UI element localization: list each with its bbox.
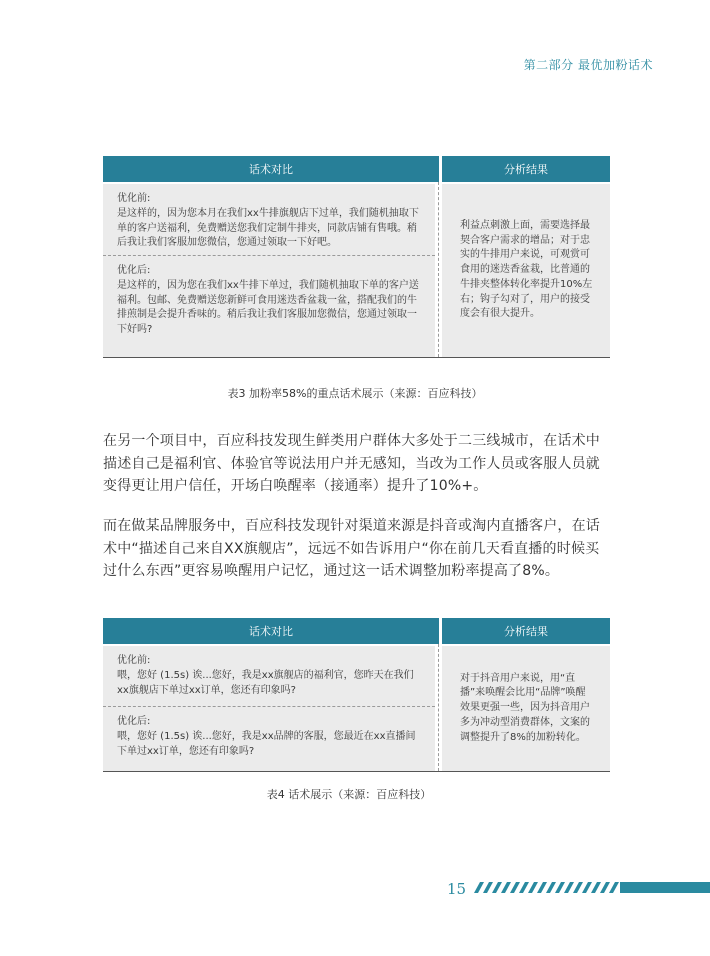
column-header-analysis: 分析结果 (442, 156, 610, 182)
analysis-cell (442, 184, 610, 357)
analysis-text: 利益点刺激上面，需要选择最契合客户需求的增品；对于忠实的牛排用户来说，可观赏可食用的迷迭香盆栽，比普通的牛排夹整体转化率提升10%左右；钩子勾对了，用户的接受度会有很大提升。 (460, 219, 593, 320)
stripe (501, 882, 511, 893)
table-header (103, 618, 610, 644)
footer-stripes-icon (470, 882, 710, 896)
stripe (573, 882, 583, 893)
table-body (103, 182, 610, 357)
before-label: 优化前: (117, 655, 151, 666)
stripe (600, 882, 610, 893)
stripe (492, 882, 502, 893)
after-label: 优化后: (117, 716, 151, 727)
column-header-analysis: 分析结果 (442, 618, 610, 644)
stripe (537, 882, 547, 893)
before-cell (103, 184, 435, 255)
column-header-comparison: 话术对比 (103, 618, 439, 644)
table-4-caption: 表4 话术展示（来源：百应科技） (266, 788, 432, 801)
stripe (591, 882, 601, 893)
stripe (474, 882, 484, 893)
stripe (582, 882, 592, 893)
stripe (510, 882, 520, 893)
table-header (103, 156, 610, 182)
table-3 (103, 156, 610, 358)
table-3-caption: 表3 加粉率58%的重点话术展示（来源：百应科技） (227, 387, 483, 400)
footer-bar (620, 882, 710, 893)
before-cell (103, 646, 435, 706)
stripe (483, 882, 493, 893)
after-label: 优化后: (117, 265, 151, 276)
analysis-cell (442, 646, 610, 771)
page-number: 15 (447, 880, 467, 898)
stripe (546, 882, 556, 893)
stripe (528, 882, 538, 893)
stripe (555, 882, 565, 893)
table-body (103, 644, 610, 771)
stripe (519, 882, 529, 893)
after-cell (103, 706, 435, 771)
paragraph-2: 而在做某品牌服务中，百应科技发现针对渠道来源是抖音或淘内直播客户，在话术中“描述自己来自XX旗舰店”，远远不如告诉用户“你在前几天看直播的时候买过什么东西”更容易唤醒用户记忆，通过这一话术调整加粉率提高了8%。 (103, 518, 600, 579)
before-text: 是这样的，因为您本月在我们xx牛排旗舰店下过单，我们随机抽取下单的客户送福利，免费赠送您我们定制牛排夹，同款店铺有售哦。稍后我让我们客服加您微信，您通过领取一下好吧。 (117, 207, 419, 249)
before-label: 优化前: (117, 193, 151, 204)
table-4 (103, 618, 610, 772)
analysis-text: 对于抖音用户来说，用“直播”来唤醒会比用“品牌”唤醒效果更强一些，因为抖音用户多为冲动型消费群体，文案的调整提升了8%的加粉转化。 (460, 672, 590, 743)
script-comparison-column (103, 644, 439, 771)
after-cell (103, 255, 435, 357)
section-header: 第二部分 最优加粉话术 (523, 58, 653, 72)
stripe (564, 882, 574, 893)
stripe (609, 882, 619, 893)
script-comparison-column (103, 182, 439, 357)
before-text: 喂，您好 (1.5s) 诶...您好，我是xx旗舰店的福利官，您昨天在我们xx旗舰店下单过xx订单，您还有印象吗? (117, 669, 414, 696)
after-text: 喂，您好 (1.5s) 诶...您好，我是xx品牌的客服，您最近在xx直播间下单过xx订单，您还有印象吗? (117, 730, 416, 757)
column-header-comparison: 话术对比 (103, 156, 439, 182)
paragraph-1: 在另一个项目中，百应科技发现生鲜类用户群体大多处于二三线城市，在话术中描述自己是福利官、体验官等说法用户并无感知，当改为工作人员或客服人员就变得更让用户信任，开场白唤醒率（接通率）提升了10%+。 (103, 433, 600, 494)
after-text: 是这样的，因为您在我们xx牛排下单过，我们随机抽取下单的客户送福利。包邮、免费赠送您新鲜可食用迷迭香盆栽一盆，搭配我们的牛排煎制是会提升香味的。稍后我让我们客服加您微信，您通过领取一下好吗? (117, 279, 419, 336)
